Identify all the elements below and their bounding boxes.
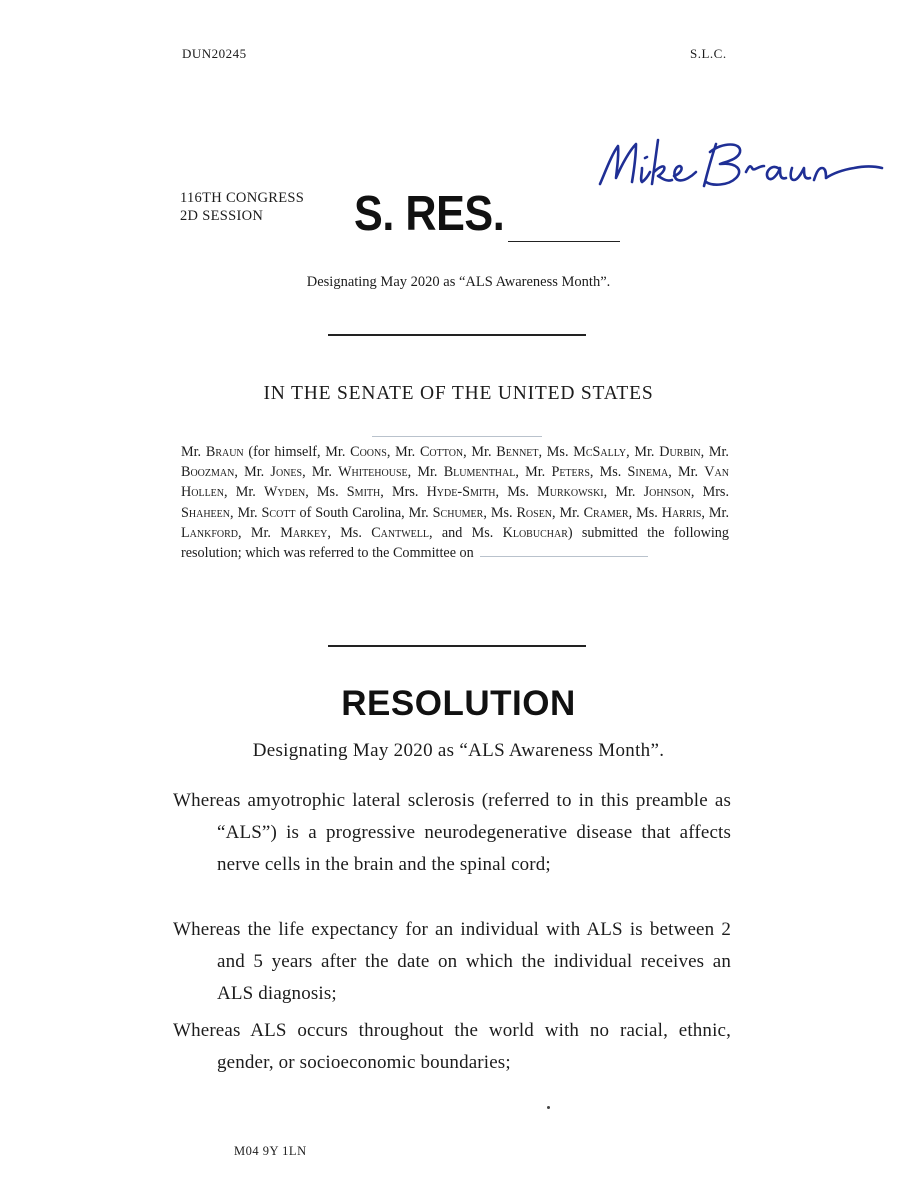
- handwritten-signature: [592, 132, 892, 204]
- congress-session-block: [180, 189, 304, 225]
- cosponsor-name: Jones: [270, 464, 303, 481]
- cosponsor-name: Peters: [551, 464, 590, 481]
- resolution-heading: RESOLUTION: [341, 684, 576, 723]
- cosponsor-name: Hyde-Smith: [426, 484, 496, 501]
- cosponsor-name: Johnson: [643, 484, 691, 501]
- cosponsor-name: Cotton: [419, 444, 464, 460]
- divider-rule: [328, 645, 586, 647]
- cosponsor-name: Van Hollen: [181, 464, 729, 501]
- stray-mark: [547, 1106, 550, 1109]
- bill-number-blank: [508, 241, 620, 242]
- congress-session: 2D SESSION: [180, 208, 264, 224]
- cosponsor-name: Shaheen: [181, 504, 230, 521]
- cosponsor-name: Rosen: [516, 504, 553, 521]
- faint-rule: [372, 436, 542, 437]
- whereas-clause: Whereas the life expectancy for an individual with ALS is between 2 and 5 years after the date on which the individual receives an ALS diagnosis;: [173, 919, 731, 1004]
- whereas-clause: Whereas amyotrophic lateral sclerosis (referred to in this preamble as “ALS”) is a progressive neurodegenerative disease that affects nerve cells in the brain and the spinal cord;: [173, 790, 731, 875]
- cosponsor-name: Smith: [346, 484, 381, 501]
- cosponsor-name: Markey: [280, 524, 328, 541]
- document-file-code: DUN20245: [182, 46, 247, 61]
- cosponsor-name: Durbin: [659, 444, 701, 460]
- office-code: S.L.C.: [690, 46, 727, 61]
- congress-number: 116TH CONGRESS: [180, 190, 305, 206]
- cosponsor-name: Boozman: [181, 464, 235, 481]
- cosponsor-name: Klobuchar: [502, 524, 568, 541]
- cosponsor-name: Wyden: [264, 484, 306, 501]
- cosponsor-name: Harris: [661, 504, 702, 521]
- sponsors-paragraph: Mr. Braun (for himself, Mr. Coons, Mr. Cotton, Mr. Bennet, Ms. McSally, Mr. Durbin, Mr. Boozman, Mr. Jones, Mr. Whitehouse, Mr. Blumenthal, Mr. Peters, Ms. Sinema, Mr. Van Hollen, Mr. Wyden, Ms. Smith, Mrs. Hyde-Smith, Ms. Murkowski, Mr. Johnson, Mrs. Shaheen, Mr. Scott of South Carolina, Mr. Schumer, Ms. Rosen, Mr. Cramer, Ms. Harris, Mr. Lankford, Mr. Markey, Ms. Cantwell, and Ms. Klobuchar) submitted the following resolution; which was referred to the Committee on: [181, 444, 729, 562]
- chamber-heading: IN THE SENATE OF THE UNITED STATES: [263, 383, 654, 404]
- footer-code: M04 9Y 1LN: [234, 1144, 307, 1158]
- whereas-clause: Whereas ALS occurs throughout the world with no racial, ethnic, gender, or socioeconomic boundaries;: [173, 1020, 731, 1073]
- cosponsor-name: Scott: [261, 504, 296, 521]
- cosponsor-name: Murkowski: [537, 484, 604, 501]
- official-title: Designating May 2020 as “ALS Awareness Month”.: [306, 274, 611, 290]
- cosponsor-name: Cramer: [583, 504, 629, 521]
- cosponsor-name: Blumenthal: [443, 464, 516, 481]
- cosponsor-name: Coons: [350, 444, 387, 460]
- divider-rule: [328, 334, 586, 336]
- cosponsor-name: Schumer: [432, 504, 484, 521]
- committee-blank: [480, 555, 648, 557]
- cosponsor-name: McSally: [573, 444, 627, 460]
- sponsor-name: Braun: [205, 444, 244, 460]
- bill-type: S. RES.: [354, 187, 505, 241]
- cosponsor-name: Cantwell: [371, 524, 429, 541]
- cosponsor-name: Bennet: [496, 444, 539, 460]
- cosponsor-name: Whitehouse: [338, 464, 408, 481]
- cosponsor-name: Sinema: [627, 464, 669, 481]
- resolution-subtitle: Designating May 2020 as “ALS Awareness Month”.: [252, 740, 665, 761]
- cosponsor-name: Lankford: [181, 524, 239, 541]
